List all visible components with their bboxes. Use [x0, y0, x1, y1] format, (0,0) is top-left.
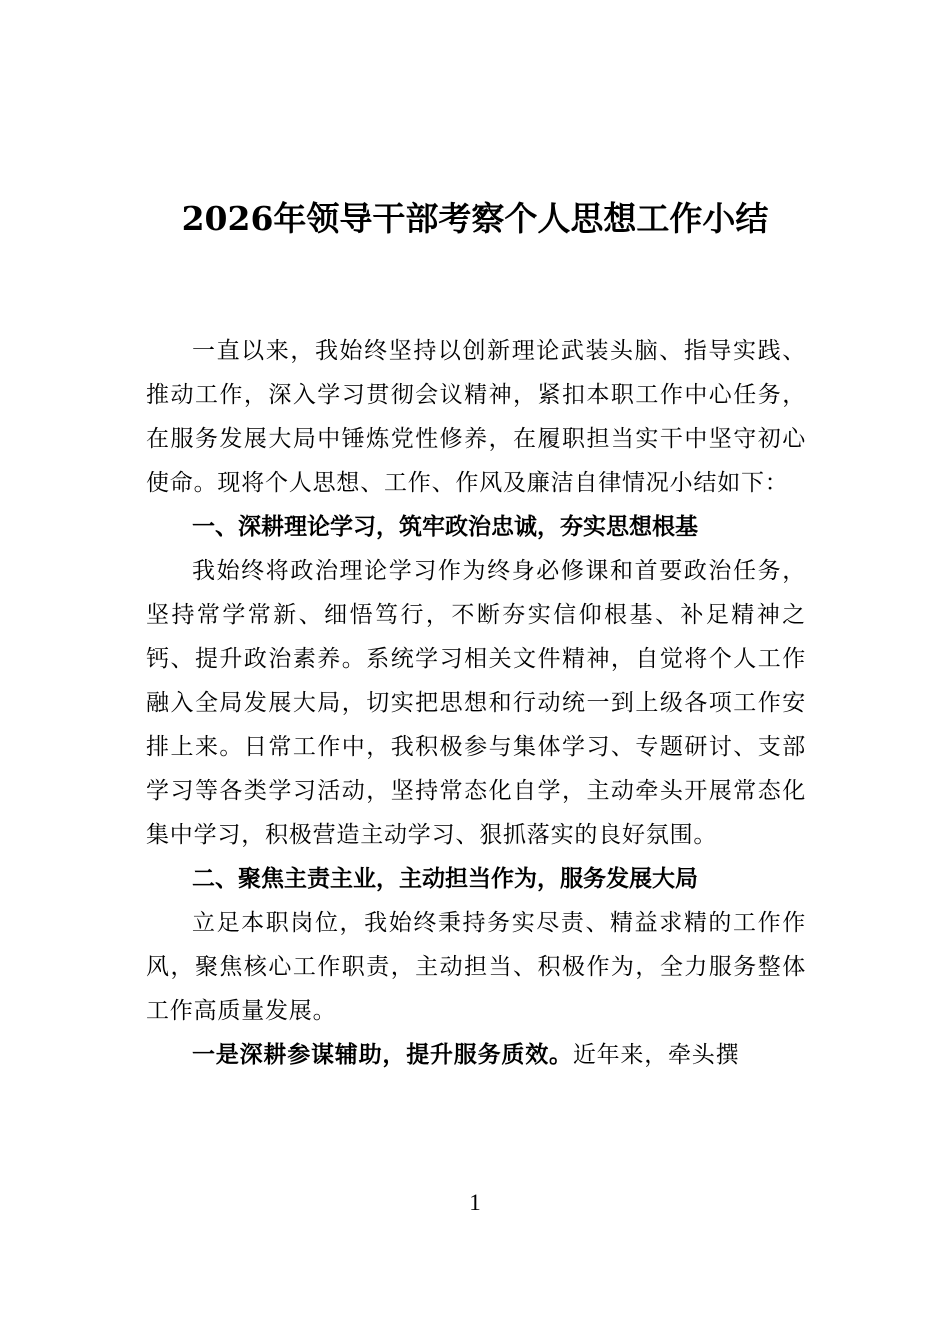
section-2-item-1-lead: 一是深耕参谋辅助，提升服务质效。 [192, 1041, 573, 1068]
section-2-paragraph: 立足本职岗位，我始终秉持务实尽责、精益求精的工作作风，聚焦核心工作职责，主动担当、积极作为，全力服务整体工作高质量发展。 [146, 910, 806, 1024]
document-body [146, 329, 806, 1077]
intro-paragraph: 一直以来，我始终坚持以创新理论武装头脑、指导实践、推动工作，深入学习贯彻会议精神，紧扣本职工作中心任务，在服务发展大局中锤炼党性修养，在履职担当实干中坚守初心使命。现将个人思想、工作、作风及廉洁自律情况小结如下： [146, 338, 806, 496]
page-number: 1 [469, 1190, 481, 1215]
section-1-heading: 一、深耕理论学习，筑牢政治忠诚，夯实思想根基 [192, 514, 698, 540]
section-2-item-1 [146, 1033, 806, 1077]
section-2-item-1-text: 近年来，牵头撰 [572, 1042, 740, 1068]
section-2-heading: 二、聚焦主责主业，主动担当作为，服务发展大局 [192, 866, 698, 892]
section-1-paragraph: 我始终将政治理论学习作为终身必修课和首要政治任务，坚持常学常新、细悟笃行，不断夯实信仰根基、补足精神之钙、提升政治素养。系统学习相关文件精神，自觉将个人工作融入全局发展大局，切实把思想和行动统一到上级各项工作安排上来。日常工作中，我积极参与集体学习、专题研讨、支部学习等各类学习活动，坚持常态化自学，主动牵头开展常态化集中学习，积极营造主动学习、狠抓落实的良好氛围。 [146, 558, 806, 848]
document-title: 2026年领导干部考察个人思想工作小结 [181, 199, 769, 238]
